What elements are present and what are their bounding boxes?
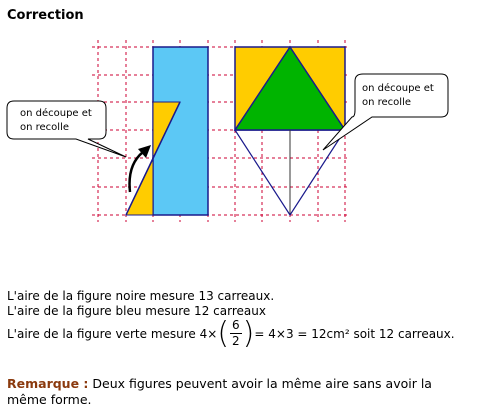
remark-text: Deux figures peuvent avoir la même aire sans avoir la même forme. xyxy=(7,376,432,407)
callout-left-line2: on recolle xyxy=(20,122,70,133)
fraction-denominator: 2 xyxy=(232,334,240,348)
page-title: Correction xyxy=(7,8,84,23)
remark-label: Remarque : xyxy=(7,376,89,391)
callout-left-line1: on découpe et xyxy=(20,108,92,119)
statement-blue-figure: L'aire de la figure bleu mesure 12 carreaux xyxy=(7,304,266,318)
paren-open: ( xyxy=(217,315,230,351)
statement-black-figure: L'aire de la figure noire mesure 13 carreaux. xyxy=(7,289,275,303)
fraction xyxy=(230,318,242,349)
fraction-numerator: 6 xyxy=(232,318,240,332)
formula-prefix: L'aire de la figure verte mesure 4× xyxy=(7,326,218,341)
callout-right-line1: on découpe et xyxy=(362,83,434,94)
statement-green-figure xyxy=(7,315,455,351)
callout-left xyxy=(7,101,126,157)
formula-suffix: = 4×3 = 12cm² soit 12 carreaux. xyxy=(254,326,455,341)
paren-close: ) xyxy=(242,315,255,351)
callout-right-line2: on recolle xyxy=(362,97,412,108)
figure xyxy=(0,30,480,230)
remark xyxy=(7,376,473,408)
